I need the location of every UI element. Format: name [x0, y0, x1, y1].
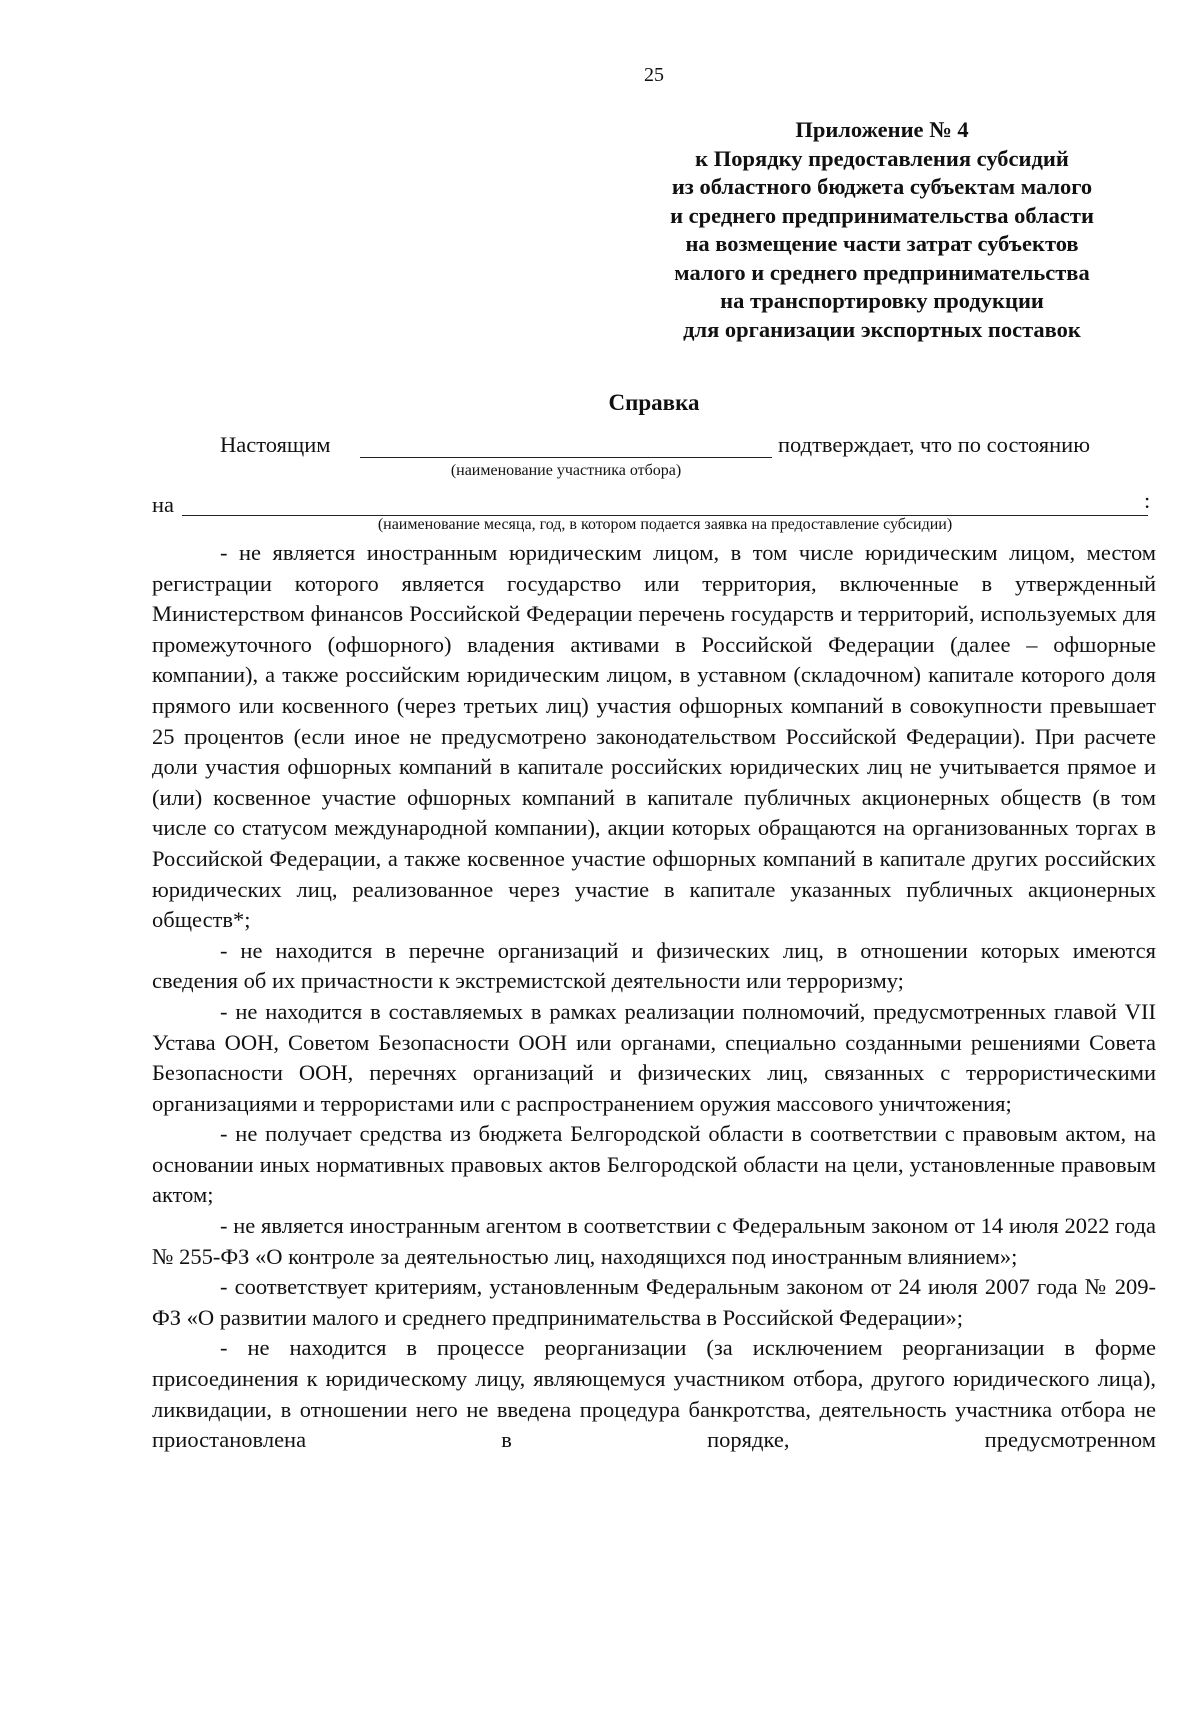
- month-year-hint: (наименование месяца, год, в котором подается заявка на предоставление субсидии): [377, 516, 953, 533]
- appendix-line: для организации экспортных поставок: [683, 316, 1081, 342]
- appendix-line: на возмещение части затрат субъектов: [685, 231, 1079, 256]
- page-number: 25: [644, 64, 664, 86]
- document-title: Справка: [608, 390, 700, 415]
- paragraph: - не находится в процессе реорганизации (за исключением реорганизации в форме присоединения к юридическому лицу, являющемуся участником отбора, другого юридического лица), ликвидации, в отношении него не введена процедура банкротства, деятельность участника отбора не приостановлена в порядке, предусмотренном: [152, 1335, 1156, 1453]
- form-line1-suffix: подтверждает, что по состоянию: [778, 432, 1091, 457]
- appendix-line: Приложение № 4: [795, 117, 969, 142]
- paragraph: - не получает средства из бюджета Белгородской области в соответствии с правовым актом, на основании иных нормативных правовых актов Белгородской области на цели, установленные правовым актом;: [152, 1121, 1156, 1208]
- paragraph: - не является иностранным юридическим лицом, в том числе юридическим лицом, местом регистрации которого является государство или территория, включенные в утвержденный Министерством финансов Российской Федерации перечень государств и территорий, используемых для промежуточного (офшорного) владения активами в Российской Федерации (далее – офшорные компании), а также российским юридическим лицом, в уставном (складочном) капитале которого доля прямого или косвенного (через третьих лиц) участия офшорных компаний в совокупности превышает 25 процентов (если иное не предусмотрено законодательством Российской Федерации). При расчете доли участия офшорных компаний в капитале российских юридических лиц не учитывается прямое и (или) косвенное участие офшорных компаний в капитале публичных акционерных обществ (в том числе со статусом международной компании), акции которых обращаются на организованных торгах в Российской Федерации, а также косвенное участие офшорных компаний в капитале других российских юридических лиц, реализованное через участие в капитале указанных публичных акционерных обществ*;: [152, 540, 1156, 933]
- paragraph: - соответствует критериям, установленным Федеральным законом от 24 июля 2007 года № 209-ФЗ «О развитии малого и среднего предпринимательства в Российской Федерации»;: [152, 1274, 1156, 1330]
- paragraph: - не находится в перечне организаций и физических лиц, в отношении которых имеются сведения об их причастности к экстремистской деятельности или терроризму;: [152, 937, 1156, 994]
- appendix-line: из областного бюджета субъектам малого: [671, 174, 1093, 199]
- appendix-line: к Порядку предоставления субсидий: [695, 145, 1069, 171]
- form-line2-suffix: :: [1144, 488, 1151, 513]
- form-line2-prefix: на: [152, 492, 175, 517]
- paragraph: - не является иностранным агентом в соответствии с Федеральным законом от 14 июля 2022 года № 255-ФЗ «О контроле за деятельностью лиц, находящихся под иностранным влиянием»;: [152, 1213, 1156, 1269]
- form-line1-prefix: Настоящим: [220, 432, 331, 457]
- participant-name-hint: (наименование участника отбора): [450, 462, 682, 479]
- paragraph: - не находится в составляемых в рамках реализации полномочий, предусмотренных главой VII Устава ООН, Советом Безопасности ООН или органами, специально созданными решениями Совета Безопасности ООН, перечнях организаций и физических лиц, связанных с террористическими организациями и террористами или с распространением оружия массового уничтожения;: [152, 998, 1156, 1116]
- appendix-line: и среднего предпринимательства области: [670, 202, 1094, 228]
- participant-name-blank[interactable]: [360, 457, 772, 458]
- certificate-body: [152, 538, 1156, 1456]
- appendix-header: [612, 116, 1152, 344]
- appendix-line: на транспортировку продукции: [720, 288, 1044, 313]
- appendix-line: малого и среднего предпринимательства: [674, 259, 1090, 285]
